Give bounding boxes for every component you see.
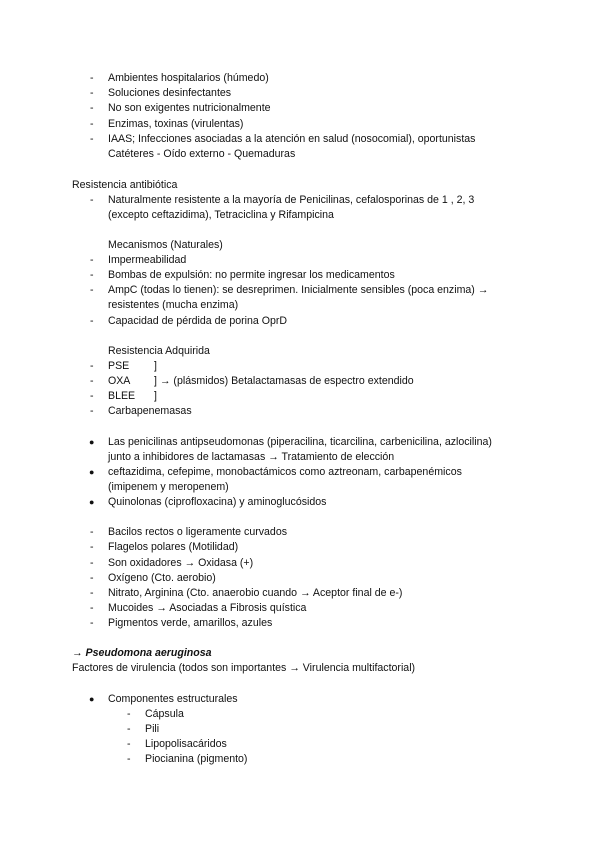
list-item: Impermeabilidad <box>108 254 187 266</box>
arrow-glyph: → <box>72 647 86 659</box>
section-heading: Factores de virulencia (todos son importantes → Virulencia multifactorial) <box>72 662 416 674</box>
list-item: Ambientes hospitalarios (húmedo) <box>108 72 269 84</box>
list-item: Son oxidadores → Oxidasa (+) <box>108 557 254 569</box>
dash-marker: - <box>127 738 131 750</box>
list-item: Las penicilinas antipseudomonas (piperacilina, ticarcilina, carbenicilina, azlocilina) <box>108 436 492 448</box>
bullet-marker: ● <box>89 437 95 447</box>
list-item-continuation: junto a inhibidores de lactamasas → Tratamiento de elección <box>108 451 395 463</box>
organism-heading <box>72 646 212 661</box>
list-item: No son exigentes nutricionalmente <box>108 102 271 114</box>
dash-marker: - <box>90 405 94 417</box>
list-item: AmpC (todas lo tienen): se desreprimen. Inicialmente sensibles (poca enzima) → <box>108 284 489 296</box>
list-item-continuation: (imipenem y meropenem) <box>108 481 229 493</box>
list-item: Enzimas, toxinas (virulentas) <box>108 118 244 130</box>
dash-marker: - <box>90 602 94 614</box>
list-item: Soluciones desinfectantes <box>108 87 232 99</box>
bullet-marker: ● <box>89 467 95 477</box>
dash-marker: - <box>90 572 94 584</box>
section-heading: Resistencia antibiótica <box>72 179 178 191</box>
subheading: Resistencia Adquirida <box>108 345 210 357</box>
list-item: Quinolonas (ciprofloxacina) y aminoglucósidos <box>108 496 327 508</box>
list-item-continuation: Catéteres - Oído externo - Quemaduras <box>108 148 296 160</box>
subheading: Mecanismos (Naturales) <box>108 239 223 251</box>
list-item: Pili <box>145 723 160 735</box>
dash-marker: - <box>90 133 94 145</box>
list-item-continuation: resistentes (mucha enzima) <box>108 299 239 311</box>
list-item: Oxígeno (Cto. aerobio) <box>108 572 216 584</box>
dash-marker: - <box>90 587 94 599</box>
bracket: ] <box>154 390 157 402</box>
dash-marker: - <box>90 284 94 296</box>
list-item: OXA <box>108 375 131 387</box>
list-item: Bacilos rectos o ligeramente curvados <box>108 526 288 538</box>
dash-marker: - <box>90 557 94 569</box>
dash-marker: - <box>90 269 94 281</box>
list-item: Piocianina (pigmento) <box>145 753 248 765</box>
dash-marker: - <box>90 254 94 266</box>
dash-marker: - <box>90 526 94 538</box>
list-item: Mucoides → Asociadas a Fibrosis quística <box>108 602 307 614</box>
list-item: Componentes estructurales <box>108 693 238 705</box>
dash-marker: - <box>90 617 94 629</box>
list-item: Nitrato, Arginina (Cto. anaerobio cuando → Aceptor final de e-) <box>108 587 403 599</box>
bracket: ] <box>154 360 157 372</box>
bullet-marker: ● <box>89 694 95 704</box>
list-item: IAAS; Infecciones asociadas a la atención en salud (nosocomial), oportunistas <box>108 133 476 145</box>
dash-marker: - <box>90 194 94 206</box>
dash-marker: - <box>90 87 94 99</box>
list-item: Flagelos polares (Motilidad) <box>108 541 239 553</box>
list-item-continuation: (excepto ceftazidima), Tetraciclina y Rifampicina <box>108 209 334 221</box>
dash-marker: - <box>90 118 94 130</box>
dash-marker: - <box>90 541 94 553</box>
list-item: Capacidad de pérdida de porina OprD <box>108 315 288 327</box>
list-item: BLEE <box>108 390 136 402</box>
bullet-marker: ● <box>89 497 95 507</box>
bracket: ] → (plásmidos) Betalactamasas de espectro extendido <box>154 375 414 387</box>
dash-marker: - <box>90 102 94 114</box>
list-item: ceftazidima, cefepime, monobactámicos como aztreonam, carbapenémicos <box>108 466 462 478</box>
dash-marker: - <box>127 708 131 720</box>
dash-marker: - <box>90 315 94 327</box>
list-item: Bombas de expulsión: no permite ingresar los medicamentos <box>108 269 395 281</box>
dash-marker: - <box>90 390 94 402</box>
list-item: Carbapenemasas <box>108 405 192 417</box>
organism-name: Pseudomona aeruginosa <box>85 647 212 659</box>
dash-marker: - <box>90 72 94 84</box>
list-item: PSE <box>108 360 130 372</box>
list-item: Lipopolisacáridos <box>145 738 227 750</box>
dash-marker: - <box>127 723 131 735</box>
list-item: Pigmentos verde, amarillos, azules <box>108 617 273 629</box>
list-item: Cápsula <box>145 708 184 720</box>
list-item: Naturalmente resistente a la mayoría de Penicilinas, cefalosporinas de 1 , 2, 3 <box>108 194 475 206</box>
dash-marker: - <box>90 360 94 372</box>
dash-marker: - <box>127 753 131 765</box>
dash-marker: - <box>90 375 94 387</box>
